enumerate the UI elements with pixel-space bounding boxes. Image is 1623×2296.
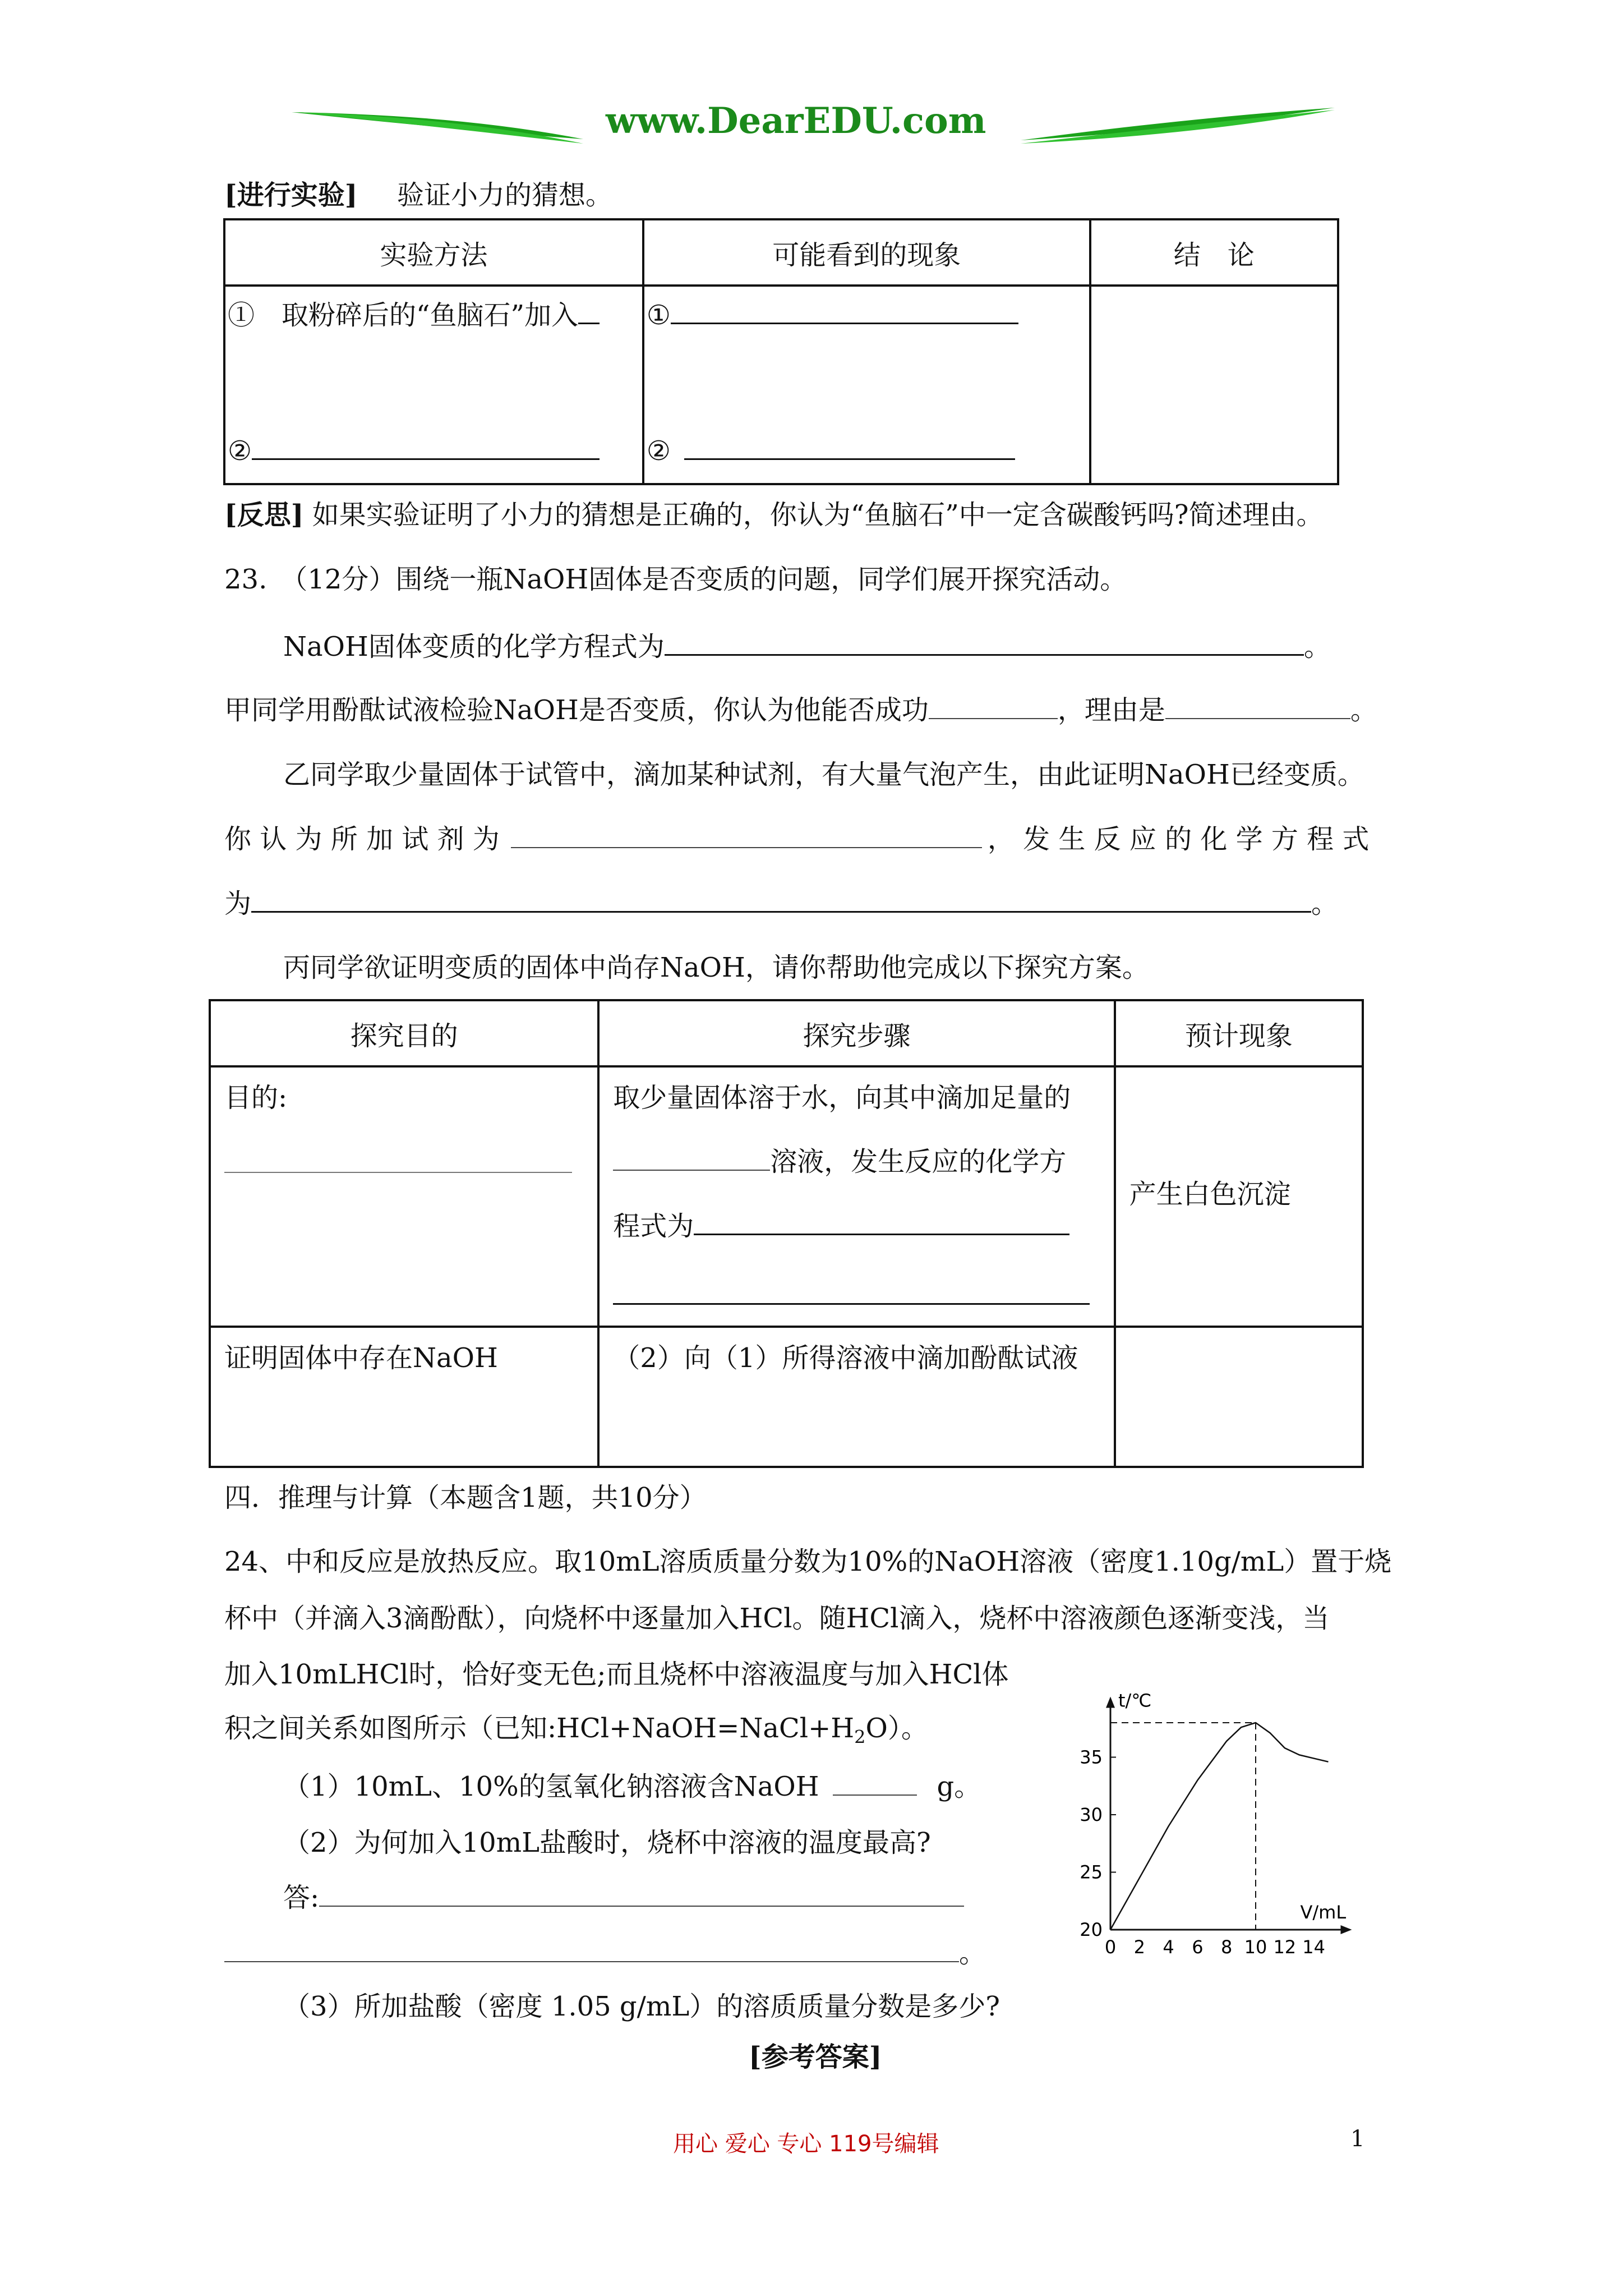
- reflection-tag: [反思]: [224, 499, 304, 531]
- q23-line4-prefix: 你 认 为 所 加 试 剂 为: [224, 823, 500, 855]
- q24-line4-suffix: O）。: [865, 1713, 928, 1744]
- x-tick-label: 8: [1221, 1936, 1233, 1958]
- logo-text: www.DearEDU.com: [606, 100, 986, 142]
- x-tick-label: 10: [1244, 1936, 1267, 1958]
- inq-r1-purpose-cell: [210, 1066, 598, 1327]
- x-tick-label: 14: [1302, 1936, 1325, 1958]
- x-axis-arrow: [1341, 1925, 1352, 1934]
- q24-line3: 加入10mLHCl时，恰好变无色;而且烧杯中溶液温度与加入HCl体: [224, 1659, 1009, 1690]
- q24-line4-sub: 2: [854, 1726, 866, 1748]
- y-tick-label: 25: [1080, 1861, 1103, 1883]
- q23-title: 23. （12分）围绕一瓶NaOH固体是否变质的问题，同学们展开探究活动。: [224, 564, 1127, 595]
- q24-sub3: （3）所加盐酸（密度 1.05 g/mL）的溶质质量分数是多少?: [283, 1991, 1000, 2022]
- experiment-intro: 验证小力的猜想。: [396, 180, 612, 211]
- q23-line4: [224, 822, 1369, 856]
- x-tick-label: 0: [1104, 1936, 1117, 1958]
- q24-line1: 24、中和反应是放热反应。取10mL溶质质量分数为10%的NaOH溶液（密度1.10g/mL）置于烧: [224, 1546, 1392, 1577]
- exp-method-1: ① 取粉碎后的“鱼脑石”加入: [228, 300, 579, 331]
- x-axis-label: V/mL: [1300, 1902, 1347, 1923]
- reflection-text: 如果实验证明了小力的猜想是正确的，你认为“鱼脑石”中一定含碳酸钙吗?简述理由。: [312, 499, 1324, 531]
- q24-answer-end: 。: [959, 1938, 986, 1969]
- exp-method-cell: [224, 286, 643, 484]
- q23-line5-suffix: 。: [1311, 888, 1339, 919]
- page-number: 1: [1350, 2126, 1365, 2152]
- inq-r1-step-c: 程式为: [613, 1211, 694, 1242]
- inq-r1-equation-blank[interactable]: [694, 1209, 1069, 1235]
- inq-r2-purpose-cell: [210, 1327, 598, 1467]
- q23-line5-prefix: 为: [224, 888, 252, 919]
- q24-line4-prefix: 积之间关系如图所示（已知:HCl+NaOH=NaCl+H: [224, 1713, 855, 1744]
- q23-line1-prefix: NaOH固体变质的化学方程式为: [283, 631, 665, 662]
- exp-method-1-blank[interactable]: [578, 298, 600, 324]
- reflection-line: [224, 498, 1324, 532]
- exp-method-2: ②: [228, 435, 252, 467]
- q24-answer-blank-2[interactable]: [224, 1936, 959, 1962]
- temperature-curve: [1110, 1723, 1329, 1930]
- experiment-heading: [224, 178, 612, 212]
- experiment-table: [223, 218, 1339, 485]
- y-tick-label: 30: [1080, 1804, 1103, 1825]
- exp-header-phenomenon: 可能看到的现象: [643, 219, 1090, 286]
- q24-answer-line: [283, 1881, 964, 1915]
- inq-r2-expect-cell[interactable]: [1115, 1327, 1363, 1467]
- q24-answer-line-2: [224, 1936, 986, 1970]
- x-tick-label: 6: [1192, 1936, 1204, 1958]
- y-axis-arrow: [1106, 1697, 1115, 1708]
- exp-header-conclusion: 结 论: [1090, 219, 1338, 286]
- q23-success-blank[interactable]: [929, 693, 1058, 719]
- q23-line2-prefix: 甲同学用酚酞试液检验NaOH是否变质，你认为他能否成功: [224, 694, 929, 726]
- y-axis-label: t/℃: [1118, 1690, 1152, 1711]
- inquiry-table: [209, 999, 1364, 1468]
- footer-editor: 用心 爱心 专心 119号编辑: [673, 2131, 939, 2157]
- q24-answer-blank-1[interactable]: [319, 1881, 964, 1907]
- q24-line4: [224, 1711, 928, 1754]
- inq-r1-expect: 产生白色沉淀: [1129, 1179, 1291, 1210]
- exp-phenomenon-2-blank[interactable]: [684, 434, 1015, 460]
- inq-r1-purpose-label: 目的:: [224, 1082, 288, 1114]
- section4-title: 四．推理与计算（本题含1题，共10分）: [224, 1482, 707, 1513]
- exp-phenomenon-2: ②: [646, 435, 671, 467]
- y-tick-label: 20: [1080, 1919, 1103, 1940]
- inq-r1-expect-cell: [1115, 1066, 1363, 1327]
- temperature-volume-chart: [1066, 1688, 1402, 1980]
- experiment-tag: [进行实验]: [224, 180, 358, 211]
- inq-header-purpose: 探究目的: [210, 1000, 598, 1066]
- q24-sub2: （2）为何加入10mL盐酸时，烧杯中溶液的温度最高?: [283, 1827, 931, 1858]
- inq-r2-purpose: 证明固体中存在NaOH: [224, 1342, 498, 1374]
- inq-header-steps: 探究步骤: [598, 1000, 1114, 1066]
- q23-line2: [224, 693, 1377, 727]
- exp-phenomenon-cell: [643, 286, 1090, 484]
- q23-line2-suffix: 。: [1350, 694, 1377, 726]
- inq-r1-step-a: 取少量固体溶于水，向其中滴加足量的: [613, 1082, 1071, 1114]
- header-logo: [292, 95, 1335, 157]
- q23-reason-blank[interactable]: [1165, 693, 1350, 719]
- inq-r2-steps-cell: [598, 1327, 1114, 1467]
- inq-header-expect: 预计现象: [1115, 1000, 1363, 1066]
- q23-line1-suffix: 。: [1303, 631, 1331, 662]
- q23-line5: [224, 886, 1338, 921]
- q24-sub1-suffix: g。: [937, 1771, 981, 1802]
- reference-title: [参考答案]: [749, 2041, 882, 2073]
- inq-r1-equation-blank-2[interactable]: [613, 1303, 1090, 1305]
- q23-line1: [283, 629, 1331, 664]
- x-tick-label: 2: [1133, 1936, 1145, 1958]
- exp-header-method: 实验方法: [224, 219, 643, 286]
- x-tick-label: 12: [1273, 1936, 1297, 1958]
- x-tick-label: 4: [1163, 1936, 1174, 1958]
- q24-line2: 杯中（并滴入3滴酚酞），向烧杯中逐量加入HCl。随HCl滴入，烧杯中溶液颜色逐渐变浅，当: [224, 1603, 1330, 1634]
- q24-sub1-prefix: （1）10mL、10%的氢氧化钠溶液含NaOH: [283, 1771, 819, 1802]
- exp-phenomenon-1-blank[interactable]: [671, 298, 1018, 324]
- q23-line3: 乙同学取少量固体于试管中，滴加某种试剂，有大量气泡产生，由此证明NaOH已经变质。: [283, 759, 1364, 790]
- q24-answer-label: 答:: [283, 1882, 320, 1913]
- exp-conclusion-cell[interactable]: [1090, 286, 1338, 484]
- q23-line4-suffix: ， 发 生 反 应 的 化 学 方 程 式: [987, 823, 1370, 855]
- q23-line6: 丙同学欲证明变质的固体中尚存NaOH，请你帮助他完成以下探究方案。: [283, 952, 1149, 983]
- q24-sub1: [283, 1770, 981, 1803]
- q23-reagent-blank[interactable]: [511, 822, 982, 848]
- inq-r1-step-b: 溶液，发生反应的化学方: [770, 1146, 1067, 1177]
- inq-r1-purpose-blank[interactable]: [224, 1172, 572, 1173]
- q23-equation-blank[interactable]: [665, 629, 1304, 656]
- exp-phenomenon-1: ①: [646, 300, 671, 331]
- exp-method-2-blank[interactable]: [252, 434, 600, 460]
- q23-reaction-blank[interactable]: [251, 886, 1311, 913]
- q24-naoh-mass-blank[interactable]: [833, 1770, 917, 1796]
- inq-r1-solution-blank[interactable]: [613, 1145, 770, 1171]
- inq-r1-steps-cell: [598, 1066, 1114, 1327]
- q23-line2-middle: ，理由是: [1057, 694, 1165, 726]
- inq-r2-step: （2）向（1）所得溶液中滴加酚酞试液: [613, 1342, 1078, 1374]
- y-tick-label: 35: [1080, 1746, 1103, 1768]
